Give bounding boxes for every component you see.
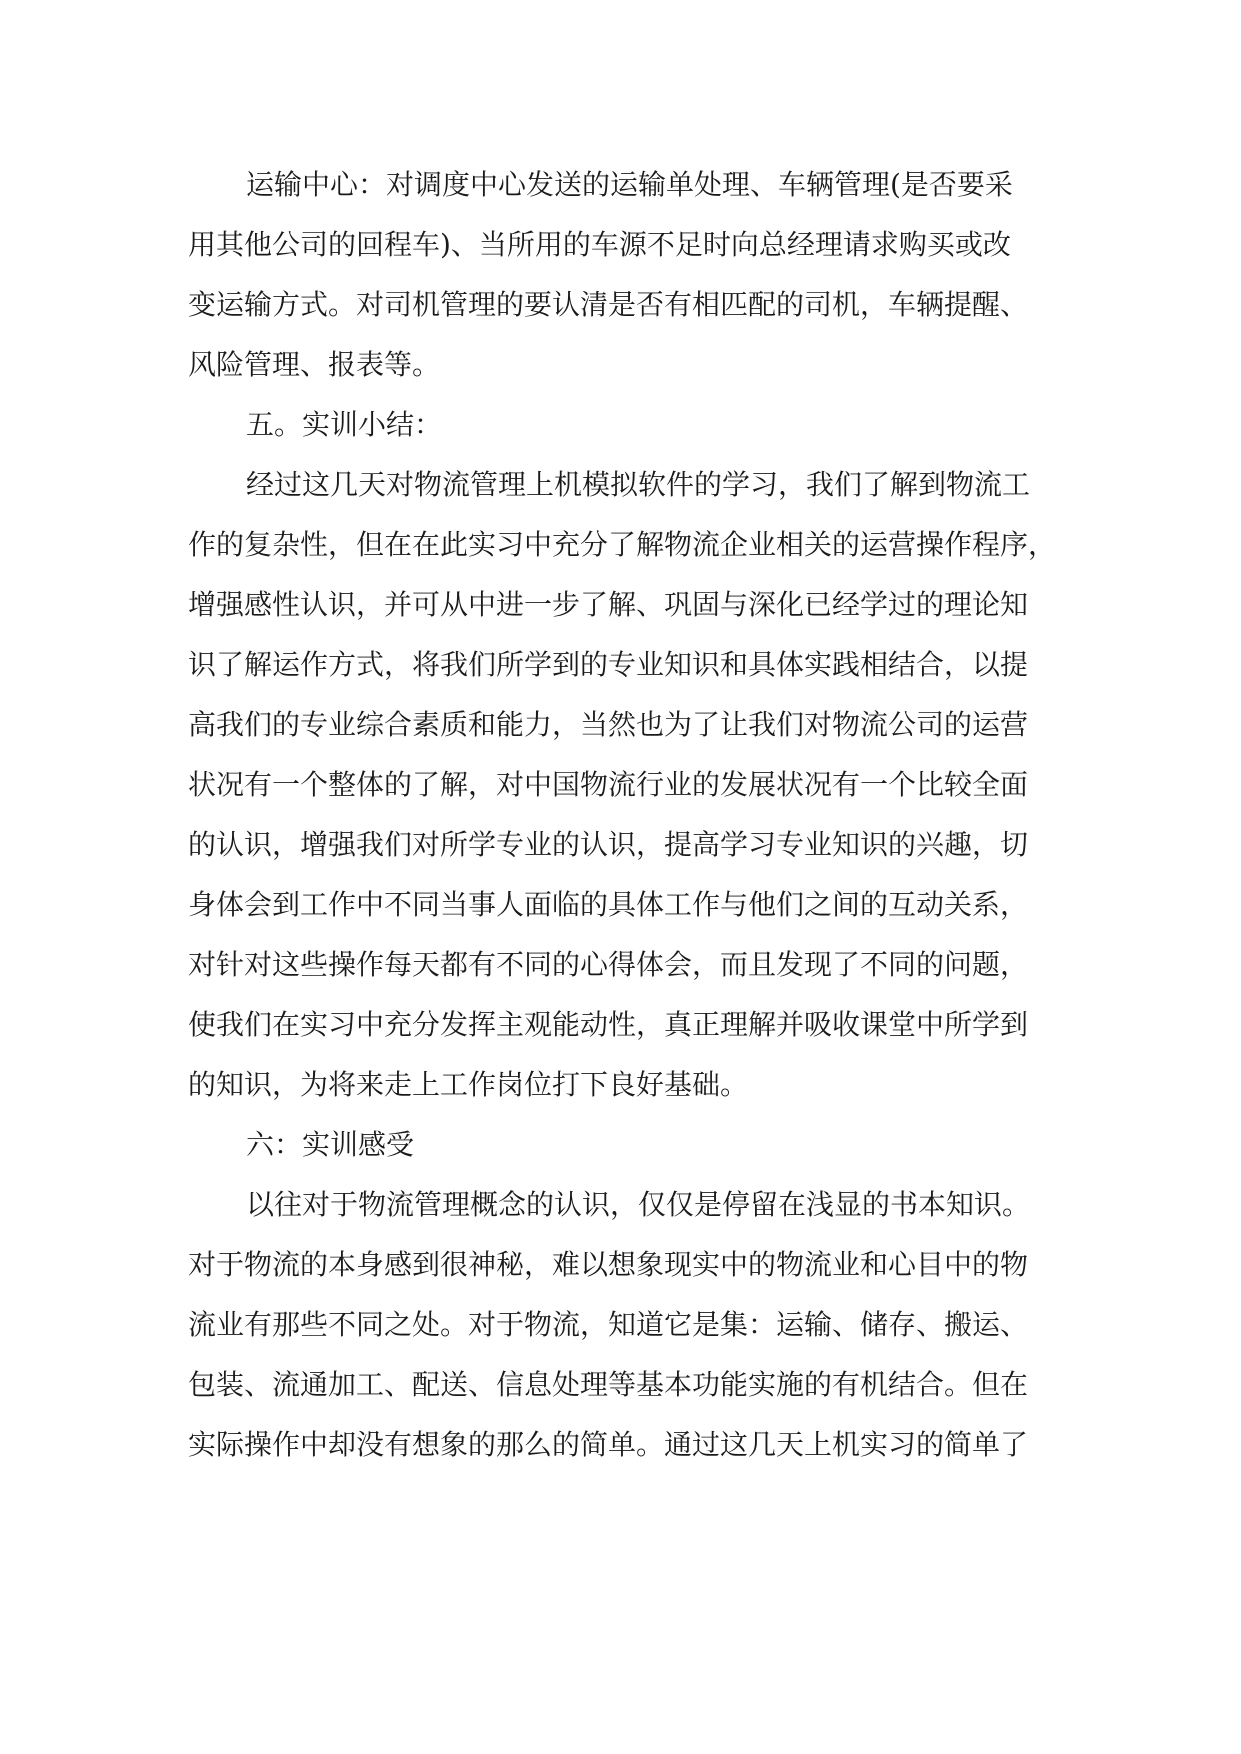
text-line: 使我们在实习中充分发挥主观能动性，真正理解并吸收课堂中所学到 [188, 1008, 1029, 1041]
text-line: 用其他公司的回程车)、当所用的车源不足时向总经理请求购买或改 [188, 228, 1011, 261]
text-line: 包装、流通加工、配送、信息处理等基本功能实施的有机结合。但在 [188, 1368, 1029, 1401]
text-line: 经过这几天对物流管理上机模拟软件的学习，我们了解到物流工 [246, 468, 1031, 501]
text-line: 识了解运作方式，将我们所学到的专业知识和具体实践相结合，以提 [188, 648, 1029, 681]
text-line: 风险管理、报表等。 [188, 348, 441, 381]
text-line: 变运输方式。对司机管理的要认清是否有相匹配的司机，车辆提醒、 [188, 288, 1029, 321]
text-line: 的知识，为将来走上工作岗位打下良好基础。 [188, 1068, 749, 1101]
text-line: 实际操作中却没有想象的那么的简单。通过这几天上机实习的简单了 [188, 1428, 1029, 1461]
paragraph-feelings [188, 1175, 1068, 1475]
text-line: 对针对这些操作每天都有不同的心得体会，而且发现了不同的问题， [188, 948, 1029, 981]
section-heading-summary [188, 395, 1068, 455]
section-heading-feelings [188, 1115, 1068, 1175]
text-line: 身体会到工作中不同当事人面临的具体工作与他们之间的互动关系， [188, 888, 1029, 921]
text-line: 状况有一个整体的了解，对中国物流行业的发展状况有一个比较全面 [188, 768, 1029, 801]
text-line: 以往对于物流管理概念的认识，仅仅是停留在浅显的书本知识。 [246, 1188, 1031, 1221]
paragraph-summary [188, 455, 1068, 1115]
text-line: 运输中心：对调度中心发送的运输单处理、车辆管理(是否要采 [246, 168, 1013, 201]
text-line: 作的复杂性，但在在此实习中充分了解物流企业相关的运营操作程序， [188, 528, 1057, 561]
paragraph-transport-center [188, 155, 1068, 395]
heading-text: 六：实训感受 [246, 1128, 415, 1161]
text-line: 增强感性认识，并可从中进一步了解、巩固与深化已经学过的理论知 [188, 588, 1029, 621]
heading-text: 五。实训小结： [246, 408, 443, 441]
text-line: 高我们的专业综合素质和能力，当然也为了让我们对物流公司的运营 [188, 708, 1029, 741]
text-line: 的认识，增强我们对所学专业的认识，提高学习专业知识的兴趣，切 [188, 828, 1029, 861]
text-line: 对于物流的本身感到很神秘，难以想象现实中的物流业和心目中的物 [188, 1248, 1029, 1281]
text-line: 流业有那些不同之处。对于物流，知道它是集：运输、储存、搬运、 [188, 1308, 1029, 1341]
document-body [188, 155, 1068, 1475]
